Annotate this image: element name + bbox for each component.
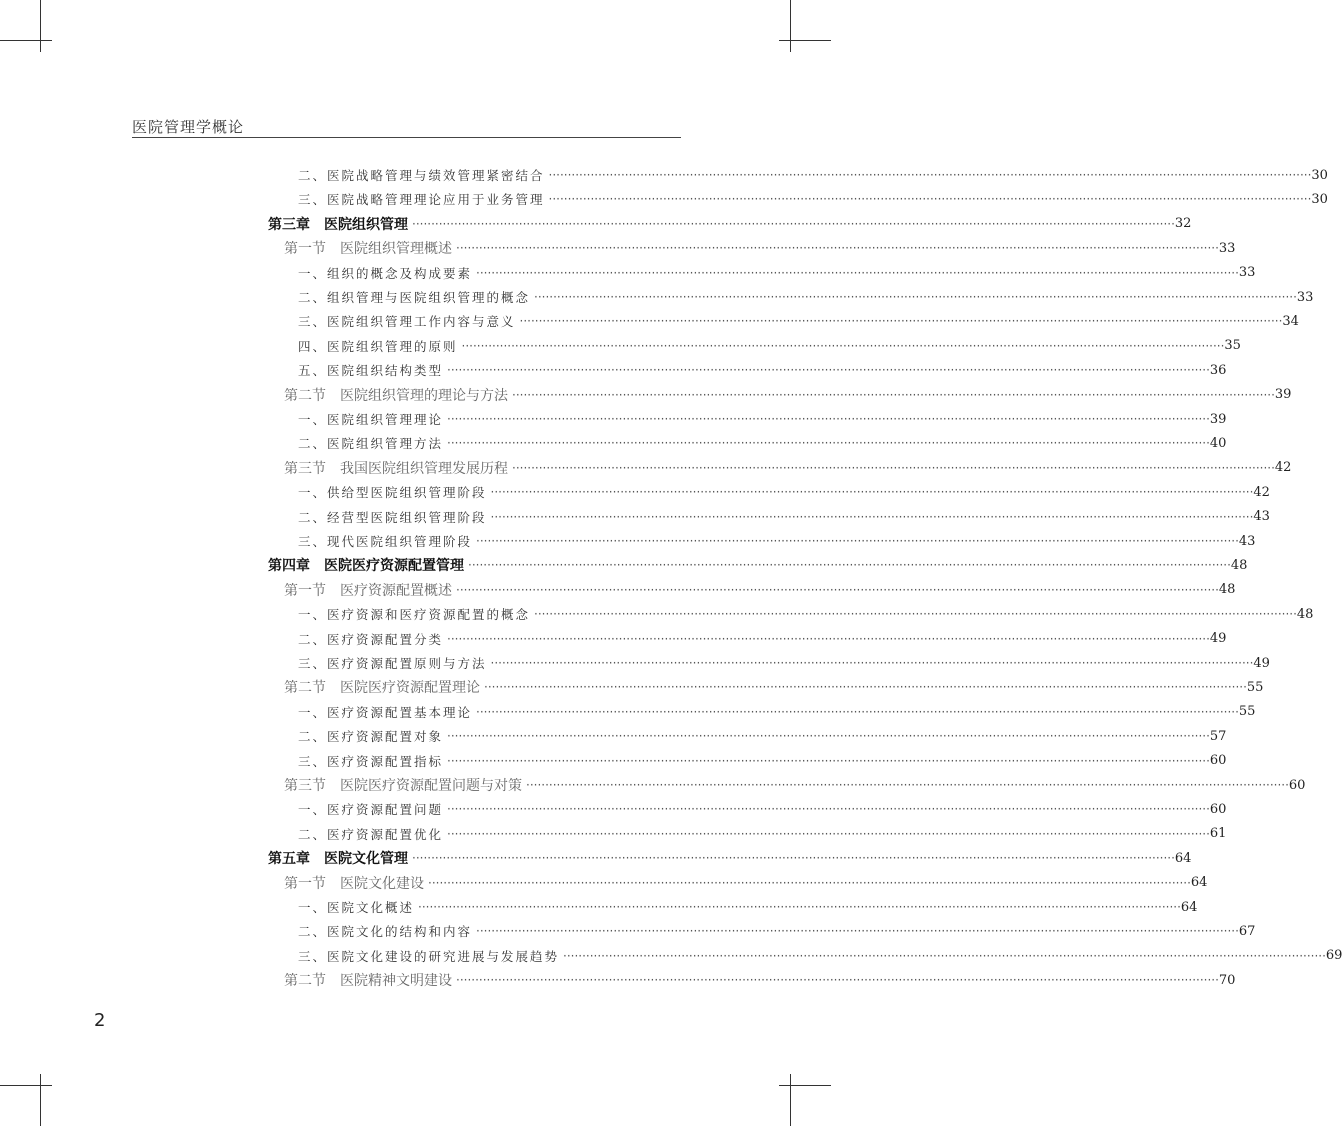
toc-entry[interactable] [268, 214, 1192, 234]
leader-dots: ········································································································································································································ [519, 314, 1283, 329]
toc-entry[interactable] [298, 482, 1270, 502]
toc-entry-page: 42 [1253, 484, 1270, 500]
toc-entry[interactable] [298, 531, 1256, 551]
leader-dots: ········································································································································································································ [490, 485, 1254, 500]
toc-entry-page: 64 [1180, 899, 1198, 915]
leader-dots: ········································································································································································································ [526, 778, 1289, 792]
toc-entry[interactable] [268, 848, 1192, 868]
toc-entry-page: 48 [1218, 582, 1236, 598]
toc-entry-page: 32 [1174, 216, 1192, 232]
toc-entry-page: 35 [1224, 338, 1241, 354]
toc-entry-title: 二、医疗资源配置对象 [298, 729, 444, 745]
toc-entry-title: 二、组织管理与医院组织管理的概念 [298, 290, 531, 305]
toc-entry[interactable] [284, 580, 1236, 600]
leader-dots: ········································································································································································································ [468, 558, 1231, 573]
leader-dots: ········································································································································································································ [447, 753, 1210, 768]
header-rule [132, 137, 681, 138]
toc-entry-title: 第四章 医院医疗资源配置管理 [268, 558, 464, 575]
toc-entry[interactable] [284, 238, 1236, 258]
toc-entry[interactable] [298, 336, 1241, 356]
leader-dots: ········································································································································································································ [447, 729, 1210, 744]
toc-entry-page: 49 [1209, 631, 1227, 647]
toc-entry-title: 第五章 医院文化管理 [268, 851, 408, 868]
leader-dots: ········································································································································································································ [548, 168, 1312, 182]
toc-entry-page: 49 [1253, 655, 1270, 671]
toc-entry-page: 64 [1190, 875, 1208, 891]
toc-entry[interactable] [268, 555, 1248, 575]
toc-entry-title: 第一节 医疗资源配置概述 [284, 582, 452, 599]
toc-entry-title: 第二节 医院医疗资源配置理论 [284, 680, 480, 697]
leader-dots: ········································································································································································································ [534, 290, 1297, 304]
leader-dots: ········································································································································································································ [512, 460, 1275, 475]
toc-entry[interactable] [298, 702, 1256, 722]
toc-entry-page: 40 [1209, 435, 1227, 451]
toc-entry-title: 三、医疗资源配置指标 [298, 753, 444, 769]
leader-dots: ········································································································································································································ [512, 387, 1275, 402]
toc-entry-title: 第三节 我国医院组织管理发展历程 [284, 460, 508, 477]
toc-entry-title: 三、现代医院组织管理阶段 [298, 534, 473, 549]
toc-entry-page: 64 [1174, 850, 1192, 866]
leader-dots: ········································································································································································································ [548, 192, 1312, 207]
toc-entry[interactable] [298, 165, 1328, 185]
leader-dots: ········································································································································································································ [418, 900, 1181, 914]
leader-dots: ········································································································································································································ [412, 216, 1175, 231]
toc-entry[interactable] [298, 189, 1328, 209]
toc-entry-page: 48 [1296, 606, 1314, 622]
leader-dots: ········································································································································································································ [447, 412, 1210, 426]
toc-entry-title: 二、医疗资源配置优化 [298, 826, 444, 842]
toc-entry-page: 36 [1209, 362, 1227, 378]
toc-entry-title: 二、经营型医院组织管理阶段 [298, 509, 487, 525]
toc-entry[interactable] [298, 824, 1227, 844]
toc-entry-title: 一、组织的概念及构成要素 [298, 265, 473, 281]
leader-dots: ········································································································································································································ [490, 656, 1254, 670]
toc-entry-page: 43 [1253, 509, 1270, 525]
toc-entry[interactable] [284, 873, 1208, 893]
leader-dots: ········································································································································································································ [428, 875, 1191, 890]
toc-entry-page: 30 [1311, 167, 1328, 183]
toc-entry-page: 61 [1209, 826, 1227, 842]
toc-entry[interactable] [298, 507, 1270, 527]
toc-entry[interactable] [298, 921, 1256, 941]
toc-entry-page: 39 [1209, 411, 1227, 427]
toc-entry-page: 43 [1238, 533, 1256, 549]
toc-entry-page: 70 [1218, 972, 1236, 988]
toc-entry-title: 第二节 医院精神文明建设 [284, 973, 452, 990]
toc-entry[interactable] [298, 726, 1227, 746]
leader-dots: ········································································································································································································ [456, 973, 1219, 988]
toc-entry-title: 三、医院战略管理理论应用于业务管理 [298, 192, 545, 208]
toc-entry[interactable] [284, 970, 1236, 990]
toc-entry[interactable] [298, 653, 1270, 673]
leader-dots: ········································································································································································································ [476, 265, 1239, 280]
toc-entry-title: 第一节 医院组织管理概述 [284, 241, 452, 258]
toc-entry-page: 55 [1238, 704, 1256, 720]
toc-entry[interactable] [298, 629, 1227, 649]
leader-dots: ········································································································································································································ [461, 338, 1225, 353]
toc-entry-title: 三、医院文化建设的研究进展与发展趋势 [298, 948, 560, 964]
toc-entry[interactable] [298, 897, 1198, 917]
toc-entry-page: 42 [1274, 460, 1292, 476]
leader-dots: ········································································································································································································ [447, 363, 1210, 378]
toc-entry-title: 二、医院文化的结构和内容 [298, 924, 473, 940]
toc-entry-title: 一、医疗资源配置基本理论 [298, 704, 473, 720]
toc-entry[interactable] [284, 775, 1306, 795]
toc-entry[interactable] [298, 946, 1342, 966]
toc-entry-title: 三、医院组织管理工作内容与意义 [298, 314, 516, 330]
leader-dots: ········································································································································································································ [484, 680, 1247, 695]
toc-entry-page: 60 [1209, 801, 1227, 817]
toc-entry-page: 55 [1246, 679, 1264, 695]
toc-entry-title: 第二节 医院组织管理的理论与方法 [284, 387, 508, 404]
toc-entry-title: 一、医院组织管理理论 [298, 412, 444, 427]
toc-entry-page: 57 [1209, 728, 1227, 744]
toc-entry-page: 34 [1282, 313, 1299, 329]
toc-entry[interactable] [298, 263, 1256, 283]
toc-entry[interactable] [284, 677, 1264, 697]
toc-entry-title: 二、医院战略管理与绩效管理紧密结合 [298, 168, 545, 183]
toc-entry-page: 33 [1296, 289, 1314, 305]
leader-dots: ········································································································································································································ [563, 948, 1326, 963]
toc-entry-title: 第三章 医院组织管理 [268, 216, 408, 233]
toc-entry-title: 第三节 医院医疗资源配置问题与对策 [284, 778, 522, 794]
toc-entry[interactable] [298, 604, 1314, 624]
toc-entry-title: 一、医疗资源和医疗资源配置的概念 [298, 607, 531, 623]
toc-entry[interactable] [284, 458, 1292, 478]
toc-entry[interactable] [298, 751, 1227, 771]
leader-dots: ········································································································································································································ [476, 924, 1239, 939]
page-number: 2 [94, 1010, 106, 1031]
leader-dots: ········································································································································································································ [447, 436, 1210, 451]
toc-entry[interactable] [298, 287, 1314, 307]
leader-dots: ········································································································································································································ [476, 534, 1239, 548]
toc-entry[interactable] [298, 409, 1227, 429]
leader-dots: ········································································································································································································ [456, 582, 1219, 597]
toc-entry-title: 一、医院文化概述 [298, 900, 415, 915]
toc-entry-title: 三、医疗资源配置原则与方法 [298, 656, 487, 671]
toc-entry[interactable] [298, 799, 1227, 819]
toc-entry[interactable] [298, 360, 1227, 380]
running-header: 医院管理学概论 [132, 118, 245, 136]
leader-dots: ········································································································································································································ [534, 607, 1297, 622]
toc-entry-page: 67 [1238, 923, 1256, 939]
leader-dots: ········································································································································································································ [490, 509, 1254, 524]
leader-dots: ········································································································································································································ [456, 241, 1219, 256]
leader-dots: ········································································································································································································ [447, 826, 1210, 841]
toc-entry[interactable] [298, 433, 1227, 453]
toc-entry-title: 一、医疗资源配置问题 [298, 802, 444, 818]
toc-entry-title: 二、医院组织管理方法 [298, 436, 444, 452]
leader-dots: ········································································································································································································ [476, 704, 1239, 719]
toc-entry-title: 四、医院组织管理的原则 [298, 338, 458, 354]
toc-entry-title: 一、供给型医院组织管理阶段 [298, 485, 487, 501]
toc-entry-page: 30 [1311, 191, 1328, 207]
toc-entry-page: 69 [1325, 948, 1342, 964]
leader-dots: ········································································································································································································ [412, 851, 1175, 866]
leader-dots: ········································································································································································································ [447, 802, 1210, 817]
toc-entry[interactable] [284, 385, 1292, 405]
toc-entry[interactable] [298, 311, 1299, 331]
toc-entry-page: 60 [1288, 777, 1306, 793]
toc-entry-title: 五、医院组织结构类型 [298, 363, 444, 379]
toc-entry-page: 33 [1238, 265, 1256, 281]
toc-entry-page: 33 [1218, 240, 1236, 256]
toc-entry-page: 39 [1274, 387, 1292, 403]
leader-dots: ········································································································································································································ [447, 631, 1210, 646]
toc-entry-page: 48 [1230, 557, 1248, 573]
toc-entry-title: 第一节 医院文化建设 [284, 875, 424, 892]
toc-entry-page: 60 [1209, 753, 1227, 769]
toc-entry-title: 二、医疗资源配置分类 [298, 631, 444, 647]
